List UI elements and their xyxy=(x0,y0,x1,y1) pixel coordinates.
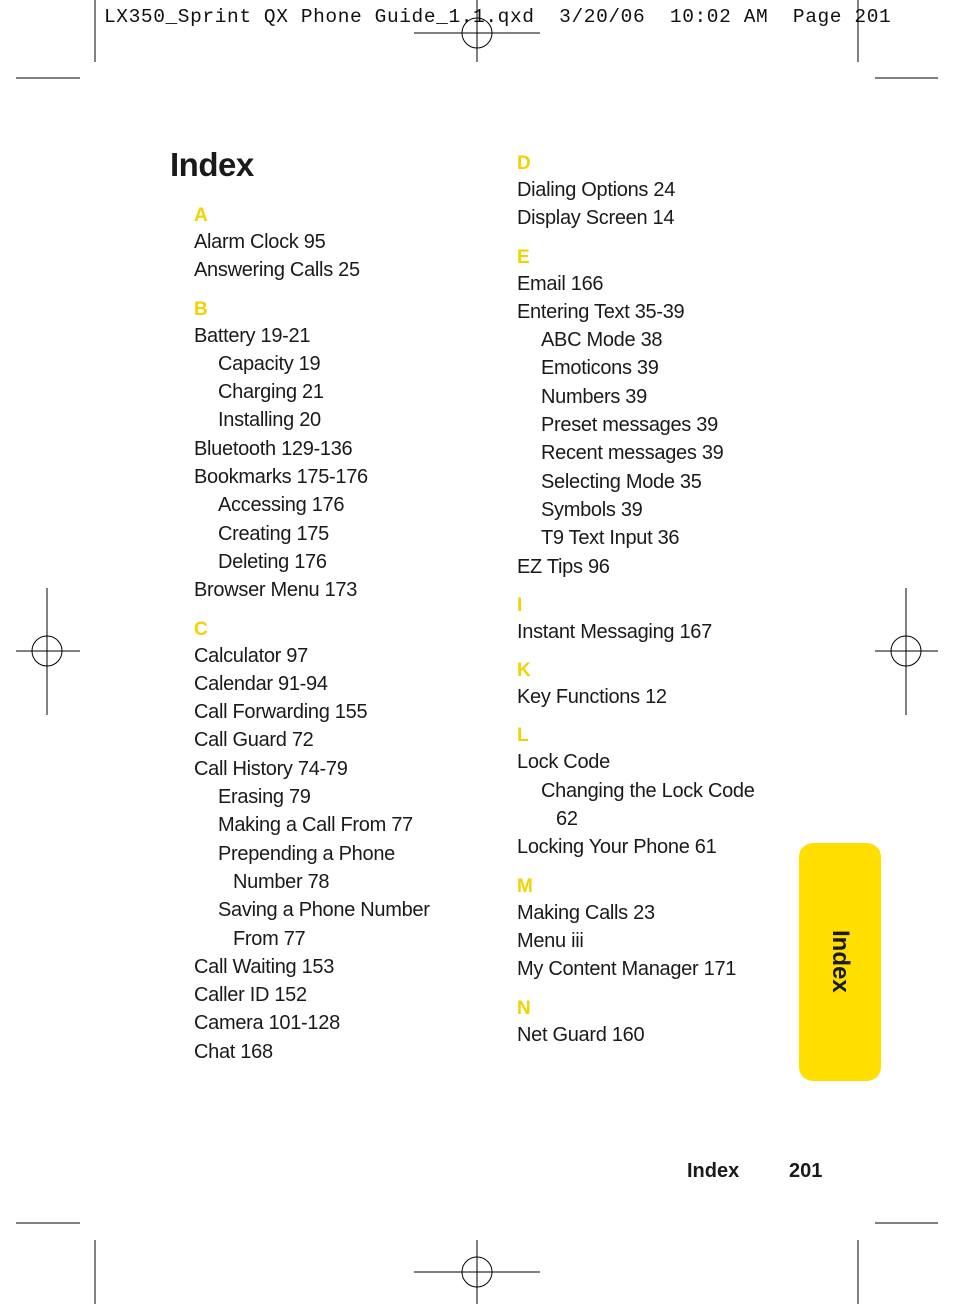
index-section-b xyxy=(194,298,494,605)
registration-mark-top xyxy=(414,0,540,62)
index-entry: Lock Code xyxy=(517,751,610,774)
index-section-k xyxy=(517,659,787,711)
index-subentry-continuation: Number 78 xyxy=(233,870,330,893)
index-subentry: Erasing 79 xyxy=(218,786,311,809)
index-column-left xyxy=(194,204,494,1079)
index-subentry: Preset messages 39 xyxy=(541,414,718,437)
index-subentry: Symbols 39 xyxy=(541,498,643,521)
index-entry: Menu iii xyxy=(517,929,584,952)
index-subentry: Installing 20 xyxy=(218,409,321,432)
index-entry: Browser Menu 173 xyxy=(194,579,358,602)
index-entry: Chat 168 xyxy=(194,1040,273,1063)
index-entry: Key Functions 12 xyxy=(517,686,667,709)
index-entry: Locking Your Phone 61 xyxy=(517,836,717,859)
index-subentry: Accessing 176 xyxy=(218,494,345,517)
section-letter: A xyxy=(194,205,208,226)
index-subentry-continuation: From 77 xyxy=(233,927,306,950)
index-section-i xyxy=(517,594,787,646)
registration-mark-bottom xyxy=(414,1240,540,1304)
index-subentry xyxy=(517,777,787,834)
section-letter: M xyxy=(517,875,533,897)
index-subentry: Recent messages 39 xyxy=(541,442,724,465)
index-subentry xyxy=(194,840,494,897)
index-entry: Alarm Clock 95 xyxy=(194,231,326,253)
footer-section-label: Index xyxy=(687,1160,740,1182)
section-letter: L xyxy=(517,725,529,747)
index-subentry: Charging 21 xyxy=(218,381,324,404)
index-entry: Instant Messaging 167 xyxy=(517,620,712,643)
index-subentry xyxy=(194,896,494,953)
index-subentry: Creating 175 xyxy=(218,522,329,545)
index-entry: Bluetooth 129-136 xyxy=(194,437,353,460)
index-section-l xyxy=(517,724,787,861)
index-entry: EZ Tips 96 xyxy=(517,555,610,578)
index-subentry: ABC Mode 38 xyxy=(541,329,663,352)
index-subentry: Numbers 39 xyxy=(541,385,647,408)
index-section-d xyxy=(517,152,787,233)
footer-page-number: 201 xyxy=(789,1160,823,1182)
index-entry: Entering Text 35-39 xyxy=(517,300,685,323)
registration-mark-left xyxy=(16,588,80,715)
index-column-right xyxy=(517,152,787,1062)
index-subentry-continuation: 62 xyxy=(556,808,578,831)
index-subentry-line: Prepending a Phone xyxy=(218,842,395,865)
index-section-m xyxy=(517,875,787,984)
index-entry: Net Guard 160 xyxy=(517,1023,645,1046)
index-entry: Email 166 xyxy=(517,272,604,295)
section-letter: K xyxy=(517,660,531,682)
index-subentry: T9 Text Input 36 xyxy=(541,527,680,550)
section-letter: N xyxy=(517,997,531,1019)
index-subentry: Making a Call From 77 xyxy=(218,814,413,837)
index-section-c xyxy=(194,618,494,1066)
index-subentry: Emoticons 39 xyxy=(541,357,659,380)
index-entry: My Content Manager 171 xyxy=(517,958,737,981)
index-entry: Making Calls 23 xyxy=(517,901,655,924)
index-subentry: Deleting 176 xyxy=(218,550,327,573)
registration-mark-right xyxy=(875,588,938,715)
index-entry: Camera 101-128 xyxy=(194,1012,340,1035)
section-letter: E xyxy=(517,246,530,268)
index-subentry-line: Changing the Lock Code xyxy=(541,779,755,802)
index-entry: Answering Calls 25 xyxy=(194,259,360,282)
index-entry: Calculator 97 xyxy=(194,644,308,667)
index-entry: Dialing Options 24 xyxy=(517,179,676,201)
index-subentry: Selecting Mode 35 xyxy=(541,470,702,493)
index-subentry-line: Saving a Phone Number xyxy=(218,899,430,922)
index-entry: Call Waiting 153 xyxy=(194,955,335,978)
index-entry: Calendar 91-94 xyxy=(194,672,328,695)
section-letter: C xyxy=(194,618,208,640)
index-entry: Bookmarks 175-176 xyxy=(194,466,368,489)
section-letter: I xyxy=(517,594,523,616)
index-entry: Caller ID 152 xyxy=(194,984,307,1007)
index-section-e xyxy=(517,246,787,581)
index-section-a xyxy=(194,204,494,285)
index-section-n xyxy=(517,997,787,1049)
index-entry: Battery 19-21 xyxy=(194,324,311,347)
index-entry: Display Screen 14 xyxy=(517,207,675,230)
index-entry: Call Guard 72 xyxy=(194,729,314,752)
index-entry: Call Forwarding 155 xyxy=(194,701,368,724)
index-subentry: Capacity 19 xyxy=(218,352,321,375)
section-letter: B xyxy=(194,298,208,320)
section-tab-label: Index xyxy=(827,930,854,993)
index-entry: Call History 74-79 xyxy=(194,757,348,780)
section-letter: D xyxy=(517,153,531,174)
page-title: Index xyxy=(170,146,254,183)
print-slug-line: LX350_Sprint QX Phone Guide_1.1.qxd 3/20/06 10:02 AM Page 201 xyxy=(104,6,892,28)
